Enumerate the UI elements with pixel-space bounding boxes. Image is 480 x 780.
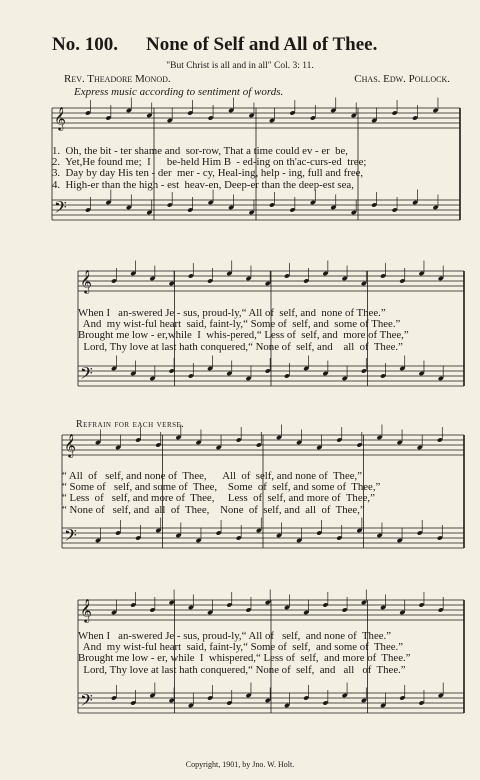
lyric-line: “ Less of self, and more of Thee, Less of self, and more of Thee,” [62,492,375,505]
lyric-line: 1. Oh, the bit - ter shame and sor-row, That a time could ev - er be, [52,145,349,157]
lyric-line: 2. Yet,He found me; I be-held Him B - ed-ing on th'ac-curs-ed tree; [52,156,367,169]
refrain-lyrics-system-3 [62,471,462,516]
lyric-line: 3. Day by day His ten - der mer - cy, Heal-ing, help - ing, full and free, [52,167,364,180]
refrain-label: Refrain for each verse. [76,419,185,430]
hymn-title: None of Self and All of Thee. [146,34,378,55]
lyric-line: “ All of self, and none of Thee, All of self, and none of Thee,” [62,470,363,482]
verse-lyrics-system-1 [52,146,462,191]
refrain-lyrics-system-4 [78,631,468,676]
epigraph: "But Christ is all and in all" Col. 3: 11. [166,61,314,71]
lyric-line: “ None of self, and all of Thee, None of self, and all of Thee,” [62,503,365,516]
lyric-line: Lord, Thy love at last hath conquered,“ None of self, and all of Thee.” [78,663,406,676]
lyric-line: Lord, Thy love at last hath conquered,“ None of self, and all of Thee.” [78,340,403,353]
lyric-line: And my wist-ful heart said, faint-ly,“ Some of self, and some of Thee.” [78,318,401,331]
bass-clef-icon: 𝄢 [54,197,67,221]
treble-clef-icon: 𝄞 [54,106,66,130]
treble-clef-icon: 𝄞 [64,433,76,457]
lyric-line: 4. High-er than the high - est heav-en, Deep-er than the deep-est sea, [52,178,354,191]
bass-clef-icon: 𝄢 [64,525,77,549]
lyric-line: Brought me low - er, while I whispered,“ Less of self, and more of Thee.” [78,652,411,665]
copyright-notice: Copyright, 1901, by Jno. W. Holt. [185,760,295,769]
lyric-line: When I an-swered Je - sus, proud-ly,“ All of self, and none of Thee.” [78,630,392,642]
expression-marking: Express music according to sentiment of words. [74,86,284,98]
author-credit: Rev. Theadore Monod. [64,73,171,85]
treble-clef-icon: 𝄞 [80,598,92,622]
hymn-number: No. 100. [52,34,118,55]
lyric-line: “ Some of self, and some of Thee, Some of self, and some of Thee,” [62,481,381,494]
lyric-line: And my wist-ful heart said, faint-ly,“ Some of self, and some of Thee.” [78,641,404,654]
bass-clef-icon: 𝄢 [80,690,93,714]
lyric-line: Brought me low - er,while I whis-pered,“ Less of self, and more of Thee,” [78,329,409,342]
verse-lyrics-system-2 [78,308,468,353]
treble-clef-icon: 𝄞 [80,269,92,293]
composer-credit: Chas. Edw. Pollock. [354,73,450,85]
lyric-line: When I an-swered Je - sus, proud-ly,“ All of self, and none of Thee.” [78,307,386,319]
bass-clef-icon: 𝄢 [80,363,93,387]
